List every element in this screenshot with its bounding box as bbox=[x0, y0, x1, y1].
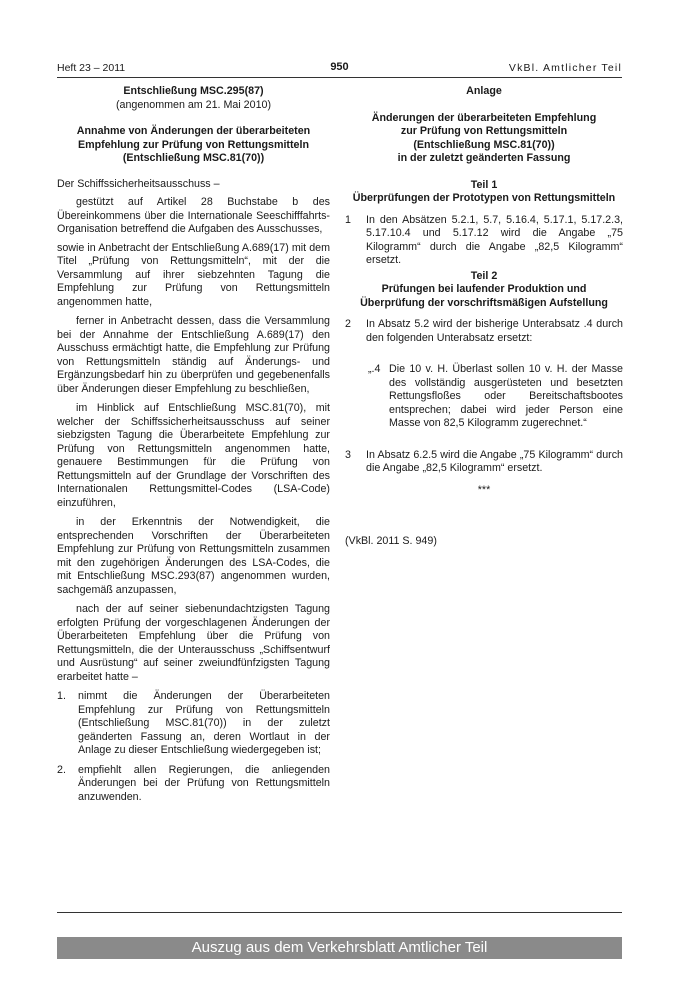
resolution-title: Entschließung MSC.295(87) bbox=[123, 85, 264, 97]
list-item bbox=[57, 764, 330, 805]
amendment-text: In den Absätzen 5.2.1, 5.7, 5.16.4, 5.17.1, 5.17.2.3, 5.17.10.4 und 5.17.12 wird die Angabe „75 Kilogramm“ durch die Angabe „82,5 Kilogramm“ ersetzt. bbox=[366, 213, 623, 266]
footer-divider bbox=[57, 912, 622, 913]
issue-label: Heft 23 – 2011 bbox=[57, 62, 126, 74]
footer-banner: Auszug aus dem Verkehrsblatt Amtlicher Teil bbox=[57, 937, 622, 959]
separator-stars: *** bbox=[477, 483, 491, 496]
quoted-subparagraph bbox=[368, 363, 623, 431]
list-item-text: nimmt die Änderungen der Überarbeiteten Empfehlung zur Prüfung von Rettungsmitteln (Entschließung MSC.81(70)) in der zuletzt geänderten Fassung an, deren Wortlaut in der Anlage zu dieser Entschließung wiedergegeben ist; bbox=[78, 690, 330, 756]
amendment-item-1 bbox=[345, 214, 623, 268]
part-1-subtitle: Überprüfungen der Prototypen von Rettungsmitteln bbox=[352, 192, 616, 204]
citation: (VkBl. 2011 S. 949) bbox=[345, 535, 437, 547]
paragraph-2: sowie in Anbetracht der Entschließung A.689(17) mit dem Titel „Prüfung von Rettungsmitteln“, mit der die Versammlung auf ihrer siebzehnten Tagung die Empfehlung zur Prüfung von Rettungsmitteln angenommen hatte, bbox=[57, 241, 330, 308]
quote-text: Die 10 v. H. Überlast sollen 10 v. H. der Masse des vollständig ausgerüsteten und besetzten Rettungsfloßes oder Bereitschaftsbootes entsprechen; dabei wird jeder Person eine Masse von 82,5 Kilogramm zugerechnet.“ bbox=[389, 363, 623, 429]
paragraph-5: in der Erkenntnis der Notwendigkeit, die entsprechenden Vorschriften der Überarbeiteten Empfehlung zur Prüfung von Rettungsmitteln zusammen mit den zugehörigen Änderungen des LSA-Codes, die mit Entschließung MSC.293(87) angenommen wurden, sachgemäß anzupassen, bbox=[57, 516, 330, 596]
page-header bbox=[57, 61, 622, 78]
amendment-item-3 bbox=[345, 449, 623, 476]
amendment-text: In Absatz 6.2.5 wird die Angabe „75 Kilogramm“ durch die Angabe „82,5 Kilogramm“ ersetzt. bbox=[366, 448, 623, 474]
page-number: 950 bbox=[330, 61, 349, 73]
annex-heading-line-1: Änderungen der überarbeiteten Empfehlung bbox=[371, 111, 597, 124]
part-2-subtitle-line-1: Prüfungen bei laufender Produktion und bbox=[381, 283, 587, 295]
part-1-title: Teil 1 bbox=[470, 178, 498, 191]
annex-heading-line-4: in der zuletzt geänderten Fassung bbox=[397, 152, 571, 164]
resolution-subtitle: (angenommen am 21. Mai 2010) bbox=[115, 98, 272, 111]
list-item-number: 1. bbox=[57, 690, 66, 702]
paragraph-6: nach der auf seiner siebenundachtzigsten Tagung erfolgten Prüfung der vorgeschlagenen Änderungen der Überarbeiteten Empfehlung über die Prüfung von Rettungsmitteln, die der Unterausschuss „Schiffsentwurf und Ausrüstung“ auf seiner zweiundfünfzigsten Tagung erarbeitet hatte – bbox=[57, 603, 330, 683]
paragraph-3: ferner in Anbetracht dessen, dass die Versammlung bei der Annahme der Entschließung A.689(17) den Ausschuss ermächtigt hatte, die Empfehlung zur Prüfung von Rettungsmitteln ständig auf Änderungs- und Ergänzungsbedarf hin zu überprüfen und gegebenenfalls über Änderungen dieser Empfehlung zu beschließen, bbox=[57, 315, 330, 395]
paragraph-4: im Hinblick auf Entschließung MSC.81(70), mit welcher der Schiffssicherheitsausschuss auf seiner siebzigsten Tagung die Überarbeitete Empfehlung zur Prüfung von Rettungsmitteln angenommen hatte, genauere Bestimmungen für die Prüfung von Rettungsmitteln auf der Grundlage der Vorschriften des Internationalen Rettungsmittel-Codes (LSA-Code) einzuführen, bbox=[57, 402, 330, 509]
resolution-heading-line-2: Empfehlung zur Prüfung von Rettungsmitteln bbox=[78, 138, 309, 151]
quote-number: „.4 bbox=[368, 363, 381, 375]
resolution-heading-line-1: Annahme von Änderungen der überarbeiteten bbox=[76, 125, 311, 137]
part-2-title: Teil 2 bbox=[470, 269, 498, 282]
right-column bbox=[345, 85, 623, 549]
amendment-number: 3 bbox=[345, 448, 351, 461]
list-item bbox=[57, 690, 330, 758]
amendment-text: In Absatz 5.2 wird der bisherige Unterabsatz .4 durch den folgenden Unterabsatz ersetzt: bbox=[366, 318, 623, 344]
amendment-number: 2 bbox=[345, 318, 351, 330]
list-item-text: empfiehlt allen Regierungen, die anliegenden Änderungen bei der Prüfung von Rettungsmitteln anzuwenden. bbox=[78, 763, 330, 803]
resolution-heading-line-3: (Entschließung MSC.81(70)) bbox=[122, 152, 265, 164]
annex-heading-line-3: (Entschließung MSC.81(70)) bbox=[413, 138, 555, 151]
amendment-number: 1 bbox=[345, 213, 351, 226]
part-2-subtitle-line-2: Überprüfung der vorschriftsmäßigen Aufstellung bbox=[360, 296, 608, 309]
publication-label: VkBl. Amtlicher Teil bbox=[508, 62, 622, 74]
annex-label: Anlage bbox=[466, 85, 502, 97]
left-column bbox=[57, 85, 330, 804]
intro-text: Der Schiffssicherheitsausschuss – bbox=[57, 177, 220, 190]
annex-heading-line-2: zur Prüfung von Rettungsmitteln bbox=[400, 125, 568, 137]
list-item-number: 2. bbox=[57, 763, 66, 776]
amendment-item-2 bbox=[345, 318, 623, 345]
paragraph-1: gestützt auf Artikel 28 Buchstabe b des Übereinkommens über die Internationale Seeschifffahrts-Organisation betreffend die Aufgaben des Ausschusses, bbox=[57, 196, 330, 235]
